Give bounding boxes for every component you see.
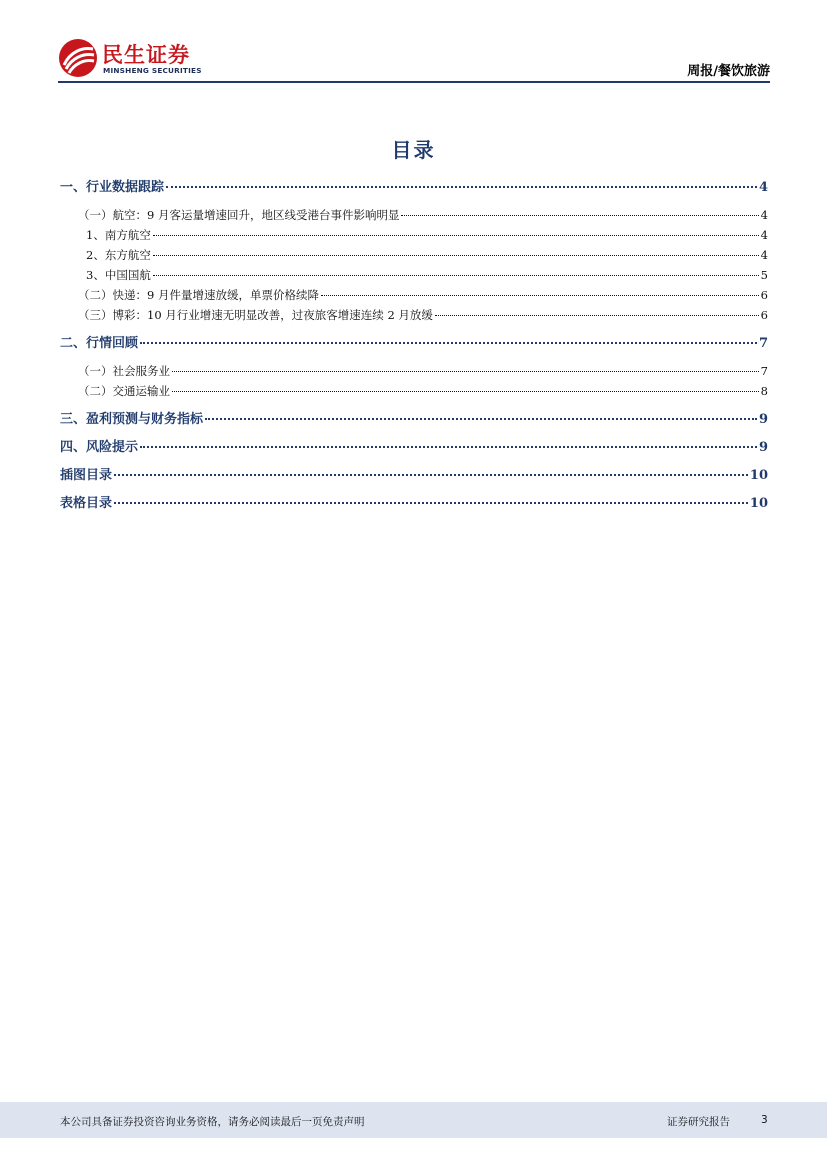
toc-entry-page: 4 — [760, 208, 768, 222]
footer-disclaimer: 本公司具备证券投资咨询业务资格，请务必阅读最后一页免责声明 — [60, 1116, 365, 1128]
toc-entry-label: 3、中国国航 — [86, 268, 151, 282]
toc-leader-dots — [172, 391, 759, 392]
toc-entry-page: 9 — [758, 440, 768, 455]
toc-entry-label: 一、行业数据跟踪 — [60, 180, 165, 195]
toc-entry-label: （一）社会服务业 — [78, 364, 170, 378]
toc-leader-dots — [321, 295, 759, 296]
toc-entry-page: 4 — [758, 180, 768, 195]
toc-leader-dots — [153, 235, 759, 236]
toc-entry-label: 四、风险提示 — [60, 440, 139, 455]
toc-entry-label: 二、行情回顾 — [60, 336, 139, 351]
toc-entry[interactable] — [60, 179, 768, 197]
page-header — [58, 38, 770, 82]
toc-entry-page: 9 — [758, 412, 768, 427]
toc-entry-page: 4 — [760, 248, 768, 262]
toc-entry[interactable] — [78, 206, 768, 224]
toc-entry-label: （二）快递：9 月件量增速放缓，单票价格续降 — [78, 288, 319, 302]
toc-leader-dots — [114, 474, 748, 476]
toc-leader-dots — [153, 255, 759, 256]
toc-entry[interactable] — [78, 382, 768, 400]
header-rule — [58, 81, 770, 83]
toc-entry-page: 6 — [760, 288, 768, 302]
minsheng-logo — [58, 38, 218, 78]
toc-entry-label: （三）博彩：10 月行业增速无明显改善，过夜旅客增速连续 2 月放缓 — [78, 308, 433, 322]
toc-leader-dots — [401, 215, 758, 216]
toc-entry-page: 4 — [760, 228, 768, 242]
toc-leader-dots — [153, 275, 759, 276]
toc-entry[interactable] — [78, 306, 768, 324]
toc-entry[interactable] — [78, 286, 768, 304]
toc-entry-page: 10 — [749, 468, 768, 483]
toc-leader-dots — [435, 315, 759, 316]
toc-entry-label: 1、南方航空 — [86, 228, 151, 242]
toc-entry-label: 表格目录 — [60, 496, 113, 511]
toc-entry-page: 8 — [760, 384, 768, 398]
toc-leader-dots — [205, 418, 757, 420]
toc-entry-label: 插图目录 — [60, 468, 113, 483]
toc-entry[interactable] — [60, 467, 768, 485]
toc-entry-label: 2、东方航空 — [86, 248, 151, 262]
toc-entry[interactable] — [60, 335, 768, 353]
toc-entry-label: （一）航空：9 月客运量增速回升，地区线受港台事件影响明显 — [78, 208, 400, 222]
toc-entry[interactable] — [60, 411, 768, 429]
toc-entry[interactable] — [86, 246, 768, 264]
logo-name-cn: 民生证券 — [102, 43, 190, 67]
toc-entry-page: 6 — [760, 308, 768, 322]
toc-entry[interactable] — [60, 495, 768, 513]
toc-entry[interactable] — [86, 266, 768, 284]
toc-leader-dots — [140, 342, 757, 344]
toc-title: 目录 — [391, 138, 436, 162]
page-footer — [0, 1102, 827, 1138]
toc-leader-dots — [172, 371, 759, 372]
toc-entry-page: 5 — [760, 268, 768, 282]
footer-report-label: 证券研究报告 — [667, 1116, 730, 1128]
toc-leader-dots — [140, 446, 757, 448]
page-number: 3 — [761, 1114, 768, 1126]
toc-entry[interactable] — [78, 362, 768, 380]
toc-entry-page: 7 — [758, 336, 768, 351]
logo-name-en: MINSHENG SECURITIES — [103, 66, 202, 75]
toc-entry[interactable] — [60, 439, 768, 457]
report-type: 周报/餐饮旅游 — [687, 64, 770, 79]
toc-entry-label: （二）交通运输业 — [78, 384, 170, 398]
minsheng-logo-icon — [58, 38, 98, 78]
toc-leader-dots — [114, 502, 748, 504]
toc-entry-page: 10 — [749, 496, 768, 511]
toc-entry[interactable] — [86, 226, 768, 244]
toc-entry-page: 7 — [760, 364, 768, 378]
toc-entry-label: 三、盈利预测与财务指标 — [60, 412, 204, 427]
toc-leader-dots — [166, 186, 757, 188]
